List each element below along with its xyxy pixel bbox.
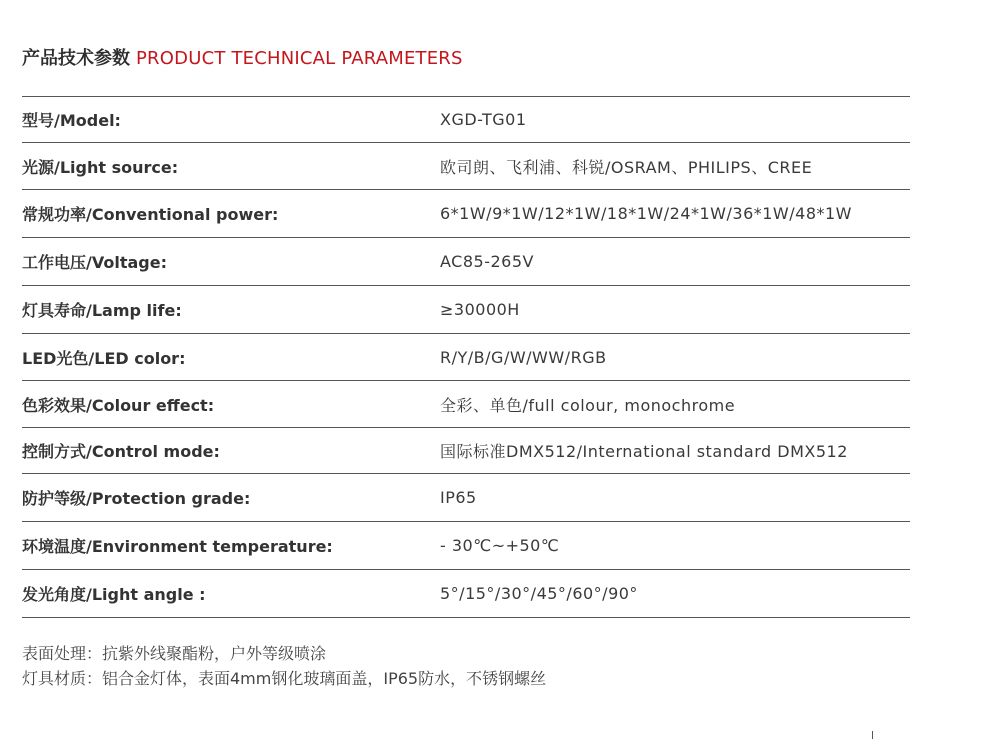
param-value: R/Y/B/G/W/WW/RGB <box>440 347 607 367</box>
param-label: 型号/Model: <box>22 111 121 130</box>
param-value: 6*1W/9*1W/12*1W/18*1W/24*1W/36*1W/48*1W <box>440 204 852 223</box>
section-heading <box>22 46 463 72</box>
param-row-colour-effect <box>22 381 910 428</box>
param-row-light-angle <box>22 570 910 618</box>
param-row-lamp-life <box>22 286 910 334</box>
param-row-model <box>22 97 910 143</box>
param-label: 发光角度/Light angle : <box>22 585 206 604</box>
param-row-environment-temperature <box>22 522 910 570</box>
param-value: 欧司朗、飞利浦、科锐/OSRAM、PHILIPS、CREE <box>440 157 813 177</box>
param-row-protection-grade <box>22 474 910 522</box>
param-label: 工作电压/Voltage: <box>22 253 167 272</box>
param-value: AC85-265V <box>440 252 534 271</box>
param-value: IP65 <box>440 488 477 507</box>
heading-chinese: 产品技术参数 <box>22 48 130 69</box>
param-value: 全彩、单色/full colour, monochrome <box>440 395 736 415</box>
edge-mark <box>872 731 873 739</box>
param-label: 光源/Light source: <box>22 157 179 177</box>
param-row-power <box>22 190 910 238</box>
param-row-control-mode <box>22 428 910 474</box>
notes <box>22 641 546 691</box>
param-value: ≥30000H <box>440 300 520 319</box>
param-label: 常规功率/Conventional power: <box>22 205 279 224</box>
param-value: 5°/15°/30°/45°/60°/90° <box>440 584 638 603</box>
param-value: - 30℃~+50℃ <box>440 536 560 555</box>
param-row-light-source <box>22 143 910 190</box>
param-label: 防护等级/Protection grade: <box>22 489 251 508</box>
param-value: XGD-TG01 <box>440 110 527 129</box>
note-lamp-material: 灯具材质：铝合金灯体，表面4mm钢化玻璃面盖，IP65防水，不锈钢螺丝 <box>22 669 547 688</box>
parameters-table <box>22 96 910 618</box>
note-surface-treatment: 表面处理：抗紫外线聚酯粉，户外等级喷涂 <box>22 644 327 663</box>
param-row-voltage <box>22 238 910 286</box>
param-label: LED光色/LED color: <box>22 348 186 368</box>
param-label: 控制方式/Control mode: <box>22 442 220 461</box>
param-label: 色彩效果/Colour effect: <box>22 395 215 415</box>
param-label: 环境温度/Environment temperature: <box>22 537 333 556</box>
param-label: 灯具寿命/Lamp life: <box>22 301 182 320</box>
heading-english: PRODUCT TECHNICAL PARAMETERS <box>136 48 463 69</box>
param-value: 国际标准DMX512/International standard DMX512 <box>440 442 848 461</box>
param-row-led-color <box>22 334 910 381</box>
